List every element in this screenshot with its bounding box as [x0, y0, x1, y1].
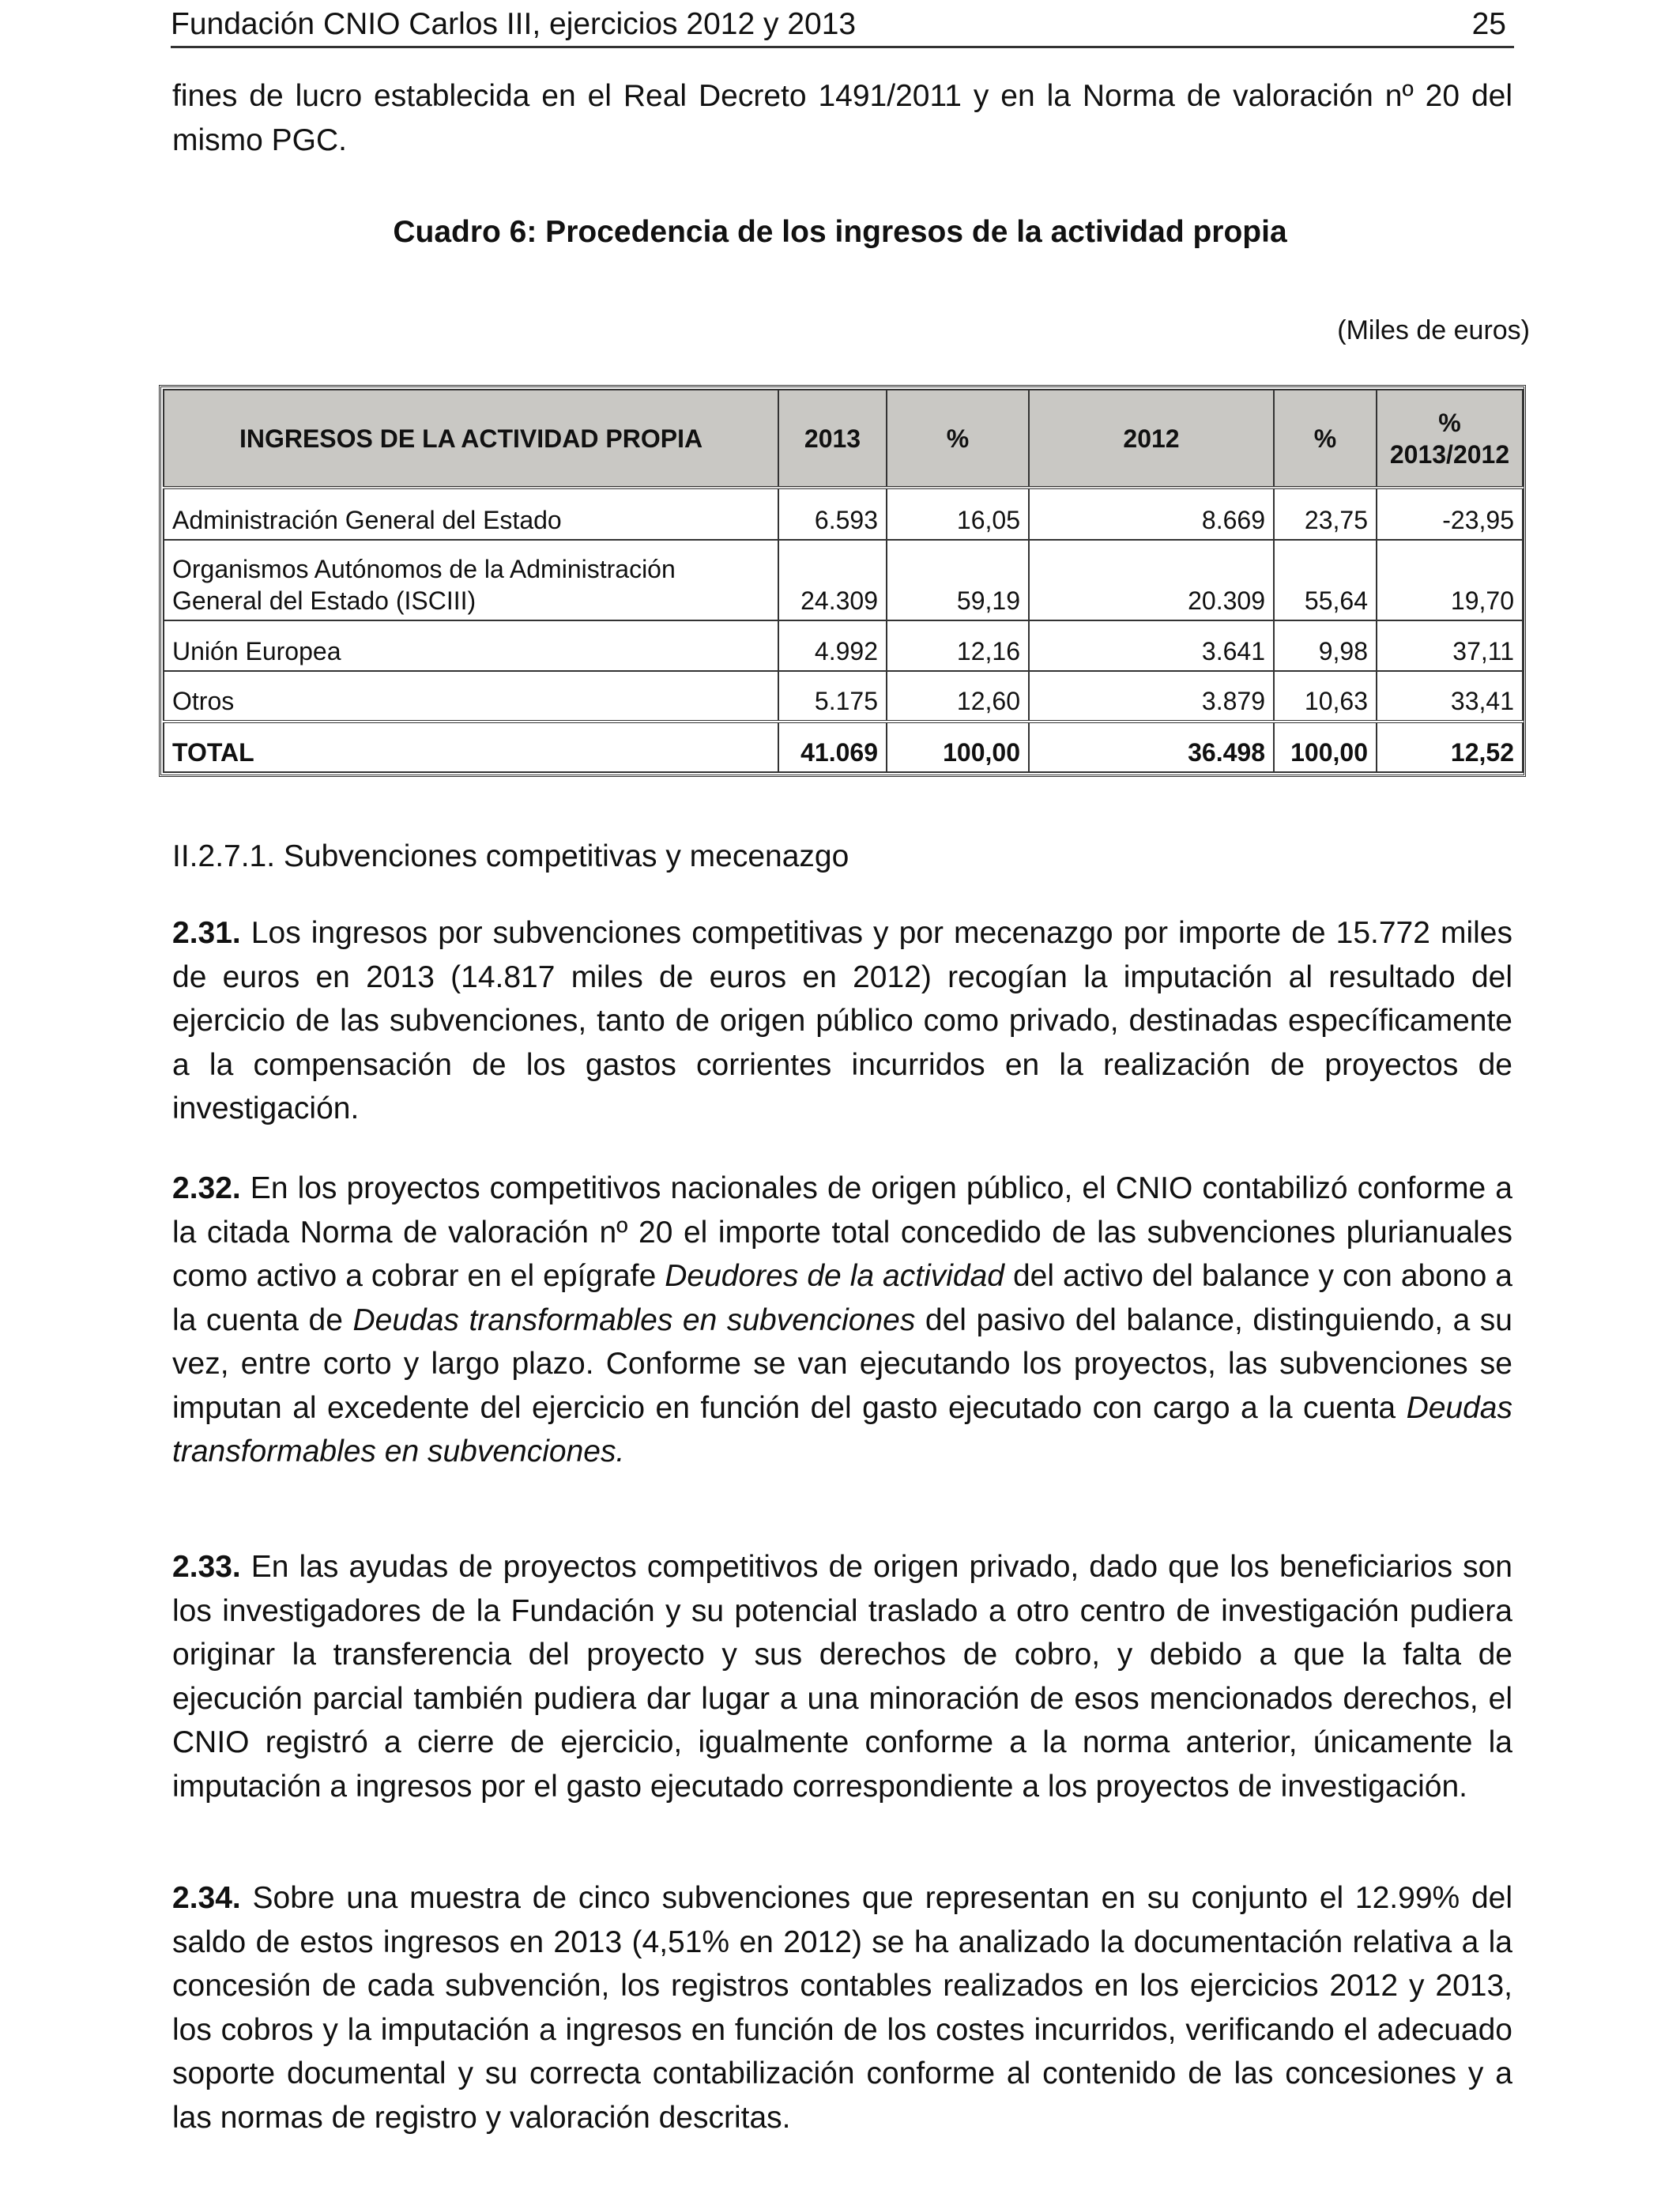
paragraph-2-34: 2.34. Sobre una muestra de cinco subvenciones que representan en su conjunto el 12.99% del saldo de estos ingresos en 2013 (4,51% en 2012) se ha analizado la documentación relativa a la concesión de cada subvención, los registros contables realizados en los ejercicios 2012 y 2013, los cobros y la imputación a ingresos en función de los costes incurridos, verificando el adecuado soporte documental y su correcta contabilización conforme al contenido de las concesiones y a las normas de registro y valoración descritas. — [172, 1881, 1512, 2135]
table-row — [164, 620, 1523, 671]
paragraph-number: 2.33. — [172, 1550, 241, 1584]
value-2013: 24.309 — [778, 540, 887, 620]
document-title: Fundación CNIO Carlos III, ejercicios 2012 y 2013 — [171, 7, 857, 41]
pct-2012: 10,63 — [1274, 671, 1377, 722]
paragraph-number: 2.32. — [172, 1171, 241, 1205]
row-label: Organismos Autónomos de la Administración General del Estado (ISCIII) — [164, 540, 778, 620]
value-2013: 41.069 — [778, 722, 887, 772]
value-2013: 6.593 — [778, 488, 887, 540]
pct-2012: 55,64 — [1274, 540, 1377, 620]
page-header — [171, 3, 1514, 48]
variation: 12,52 — [1377, 722, 1523, 772]
table-row — [164, 488, 1523, 540]
pct-2013: 16,05 — [887, 488, 1029, 540]
col-header-pct-2013: % — [887, 390, 1029, 488]
value-2013: 4.992 — [778, 620, 887, 671]
variation: 19,70 — [1377, 540, 1523, 620]
value-2012: 3.641 — [1029, 620, 1274, 671]
row-label: TOTAL — [164, 722, 778, 772]
row-label: Unión Europea — [164, 620, 778, 671]
paragraph-2-33: 2.33. En las ayudas de proyectos competitivos de origen privado, dado que los beneficiarios son los investigadores de la Fundación y su potencial traslado a otro centro de investigación pudiera originar la transferencia del proyecto y sus derechos de cobro, y debido a que la falta de ejecución parcial también pudiera dar lugar a una minoración de esos mencionados derechos, el CNIO registró a cierre de ejercicio, igualmente conforme a la norma anterior, únicamente la imputación a ingresos por el gasto ejecutado correspondiente a los proyectos de investigación. — [172, 1550, 1512, 1804]
pct-2013: 100,00 — [887, 722, 1029, 772]
paragraph-2-31: 2.31. Los ingresos por subvenciones competitivas y por mecenazgo por importe de 15.772 miles de euros en 2013 (14.817 miles de euros en 2012) recogían la imputación al resultado del ejercicio de las subvenciones, tanto de origen público como privado, destinadas específicamente a la compensación de los gastos corrientes incurridos en la realización de proyectos de investigación. — [172, 916, 1512, 1125]
table-units: (Miles de euros) — [1337, 315, 1530, 345]
value-2012: 20.309 — [1029, 540, 1274, 620]
col-header-2012: 2012 — [1029, 390, 1274, 488]
row-label: Administración General del Estado — [164, 488, 778, 540]
table-total-row — [164, 722, 1523, 772]
value-2012: 36.498 — [1029, 722, 1274, 772]
paragraph-number: 2.31. — [172, 916, 241, 950]
pct-2013: 12,16 — [887, 620, 1029, 671]
value-2012: 3.879 — [1029, 671, 1274, 722]
pct-2012: 100,00 — [1274, 722, 1377, 772]
pct-2013: 12,60 — [887, 671, 1029, 722]
table-row — [164, 540, 1523, 620]
value-2012: 8.669 — [1029, 488, 1274, 540]
col-header-2013: 2013 — [778, 390, 887, 488]
value-2013: 5.175 — [778, 671, 887, 722]
income-table — [159, 385, 1526, 777]
col-header-concept: INGRESOS DE LA ACTIVIDAD PROPIA — [164, 390, 778, 488]
page-number: 25 — [1471, 7, 1506, 41]
table-caption: Cuadro 6: Procedencia de los ingresos de la actividad propia — [393, 215, 1287, 249]
table-row — [164, 671, 1523, 722]
paragraph-2-32: 2.32. En los proyectos competitivos nacionales de origen público, el CNIO contabilizó conforme a la citada Norma de valoración nº 20 el importe total concedido de las subvenciones plurianuales como activo a cobrar en el epígrafe Deudores de la actividad del activo del balance y con abono a la cuenta de Deudas transformables en subvenciones del pasivo del balance, distinguiendo, a su vez, entre corto y largo plazo. Conforme se van ejecutando los proyectos, las subvenciones se imputan al excedente del ejercicio en función del gasto ejecutado con cargo a la cuenta Deudas transformables en subvenciones. — [172, 1171, 1512, 1468]
intro-paragraph: fines de lucro establecida en el Real Decreto 1491/2011 y en la Norma de valoración nº 20 del mismo PGC. — [172, 79, 1512, 157]
table-header-row — [164, 390, 1523, 488]
pct-2012: 9,98 — [1274, 620, 1377, 671]
row-label: Otros — [164, 671, 778, 722]
variation: 37,11 — [1377, 620, 1523, 671]
pct-2012: 23,75 — [1274, 488, 1377, 540]
pct-2013: 59,19 — [887, 540, 1029, 620]
variation: 33,41 — [1377, 671, 1523, 722]
section-heading: II.2.7.1. Subvenciones competitivas y mecenazgo — [172, 839, 849, 873]
paragraph-number: 2.34. — [172, 1881, 241, 1915]
col-header-variation: % 2013/2012 — [1377, 390, 1523, 488]
col-header-pct-2012: % — [1274, 390, 1377, 488]
variation: -23,95 — [1377, 488, 1523, 540]
